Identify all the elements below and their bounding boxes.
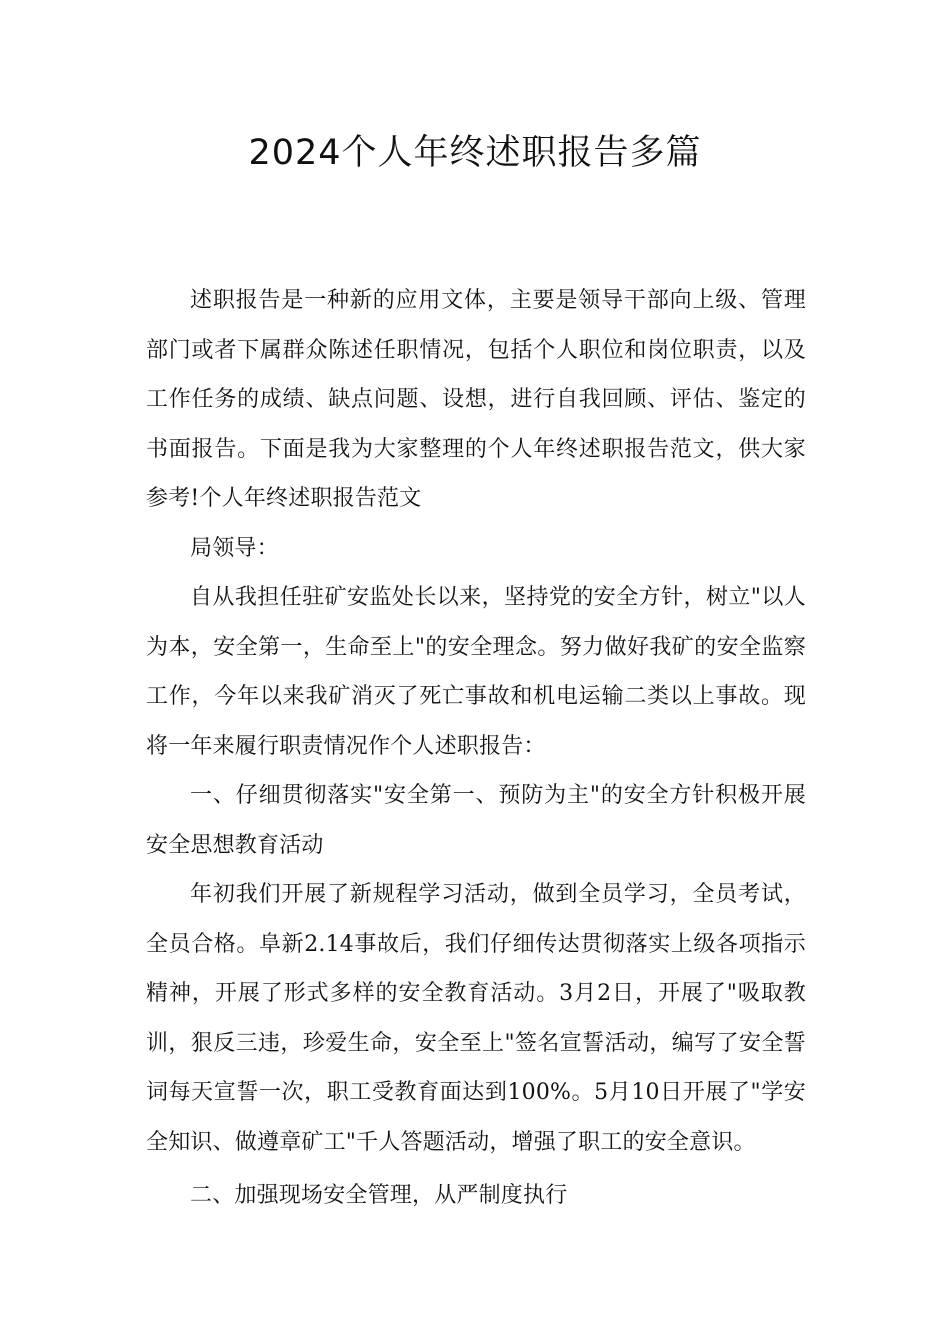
document-body xyxy=(146,276,806,1221)
paragraph-intro: 述职报告是一种新的应用文体，主要是领导干部向上级、管理部门或者下属群众陈述任职情况，包括个人职位和岗位职责，以及工作任务的成绩、缺点问题、设想，进行自我回顾、评估、鉴定的书面报告。下面是我为大家整理的个人年终述职报告范文，供大家参考!个人年终述职报告范文 xyxy=(146,288,806,511)
document-title: 2024个人年终述职报告多篇 xyxy=(248,133,702,173)
section-heading-2: 二、加强现场安全管理，从严制度执行 xyxy=(190,1183,568,1208)
paragraph-overview: 自从我担任驻矿安监处长以来，坚持党的安全方针，树立"以人为本，安全第一，生命至上"的安全理念。努力做好我矿的安全监察工作，今年以来我矿消灭了死亡事故和机电运输二类以上事故。现将一年来履行职责情况作个人述职报告： xyxy=(146,585,806,759)
paragraph-salutation: 局领导： xyxy=(190,535,279,561)
paragraph-section-1: 年初我们开展了新规程学习活动，做到全员学习，全员考试，全员合格。阜新2.14事故后，我们仔细传达贯彻落实上级各项指示精神，开展了形式多样的安全教育活动。3月2日，开展了"吸取教训，狠反三违，珍爱生命，安全至上"签名宣誓活动，编写了安全誓词每天宣誓一次，职工受教育面达到100%。5月10日开展了"学安全知识、做遵章矿工"千人答题活动，增强了职工的安全意识。 xyxy=(146,882,806,1155)
section-heading-1: 一、仔细贯彻落实"安全第一、预防为主"的安全方针积极开展安全思想教育活动 xyxy=(146,783,806,858)
